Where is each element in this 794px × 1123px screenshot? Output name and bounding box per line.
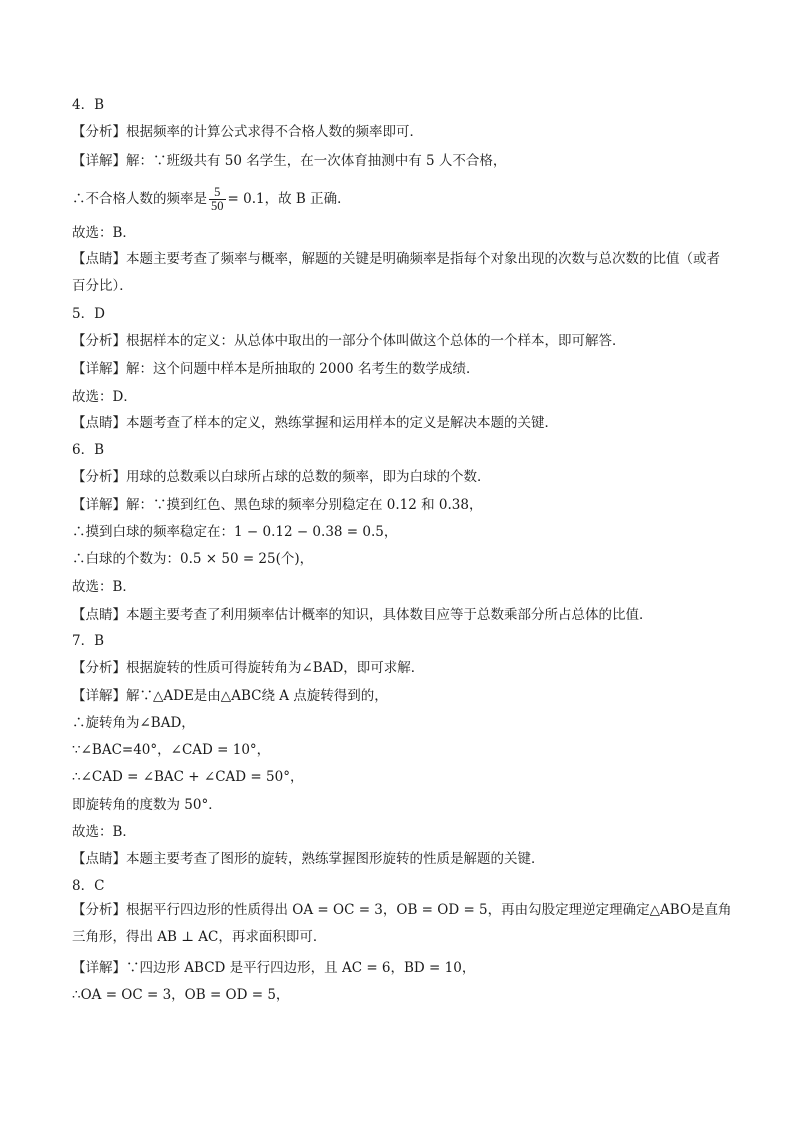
q6-detail: 【详解】解：∵摸到红色、黑色球的频率分别稳定在 0.12 和 0.38， <box>72 497 483 513</box>
q7-analysis: 【分析】根据旋转的性质可得旋转角为∠BAD，即可求解． <box>72 660 425 676</box>
q6-answer-header: 6．B <box>72 442 105 458</box>
q6-line3: ∴白球的个数为：0.5 × 50 = 25(个)， <box>72 551 314 567</box>
q4-frac-numerator: 5 <box>209 186 226 200</box>
q4-frequency-line <box>72 186 351 213</box>
q8-answer-header: 8．C <box>72 878 105 894</box>
q7-choose: 故选：B． <box>72 824 136 840</box>
q7-line5: 即旋转角的度数为 50°． <box>72 797 222 813</box>
q7-comment: 【点睛】本题主要考查了图形的旋转，熟练掌握图形旋转的性质是解题的关键． <box>72 851 545 867</box>
q4-analysis: 【分析】根据频率的计算公式求得不合格人数的频率即可． <box>72 124 423 140</box>
q4-answer-header: 4．B <box>72 97 105 113</box>
q8-line2: ∴OA = OC = 3，OB = OD = 5， <box>72 987 290 1003</box>
q4-frac-denominator: 50 <box>211 199 224 213</box>
q4-detail: 【详解】解：∵班级共有 50 名学生，在一次体育抽测中有 5 人不合格， <box>72 153 507 169</box>
q5-comment: 【点睛】本题考查了样本的定义，熟练掌握和运用样本的定义是解决本题的关键． <box>72 415 558 431</box>
q8-analysis: 【分析】根据平行四边形的性质得出 OA = OC = 3，OB = OD = 5，再由勾股定理逆定理确定△ABO是直角三角形，得出 AB ⊥ AC，再求面积即可． <box>72 902 732 945</box>
q8-detail: 【详解】∵四边形 ABCD 是平行四边形，且 AC = 6，BD = 10， <box>72 960 476 976</box>
q5-choose: 故选：D． <box>72 389 137 405</box>
q6-choose: 故选：B． <box>72 579 136 595</box>
q7-line2: ∴旋转角为∠BAD， <box>72 715 195 731</box>
q4-line-b: = 0.1，故 B 正确． <box>227 191 351 207</box>
q7-line3: ∵∠BAC=40°，∠CAD = 10°， <box>72 742 271 758</box>
q4-choose: 故选：B． <box>72 225 136 241</box>
q7-detail: 【详解】解∵△ADE是由△ABC绕 A 点旋转得到的， <box>72 688 388 704</box>
q5-analysis: 【分析】根据样本的定义：从总体中取出的一部分个体叫做这个总体的一个样本，即可解答． <box>72 333 626 349</box>
q7-line4: ∴∠CAD = ∠BAC + ∠CAD = 50°， <box>72 769 304 785</box>
q6-line2: ∴摸到白球的频率稳定在：1 − 0.12 − 0.38 = 0.5， <box>72 524 398 540</box>
q7-answer-header: 7．B <box>72 633 105 649</box>
q4-fraction <box>209 186 226 213</box>
q5-answer-header: 5．D <box>72 306 105 322</box>
q4-comment: 【点睛】本题主要考查了频率与概率，解题的关键是明确频率是指每个对象出现的次数与总次数的比值（或者百分比）． <box>72 251 720 294</box>
q5-detail: 【详解】解：这个问题中样本是所抽取的 2000 名考生的数学成绩． <box>72 361 480 377</box>
q6-comment: 【点睛】本题主要考查了利用频率估计概率的知识，具体数目应等于总数乘部分所占总体的比值． <box>72 607 653 623</box>
q4-line-a: ∴不合格人数的频率是 <box>72 191 207 207</box>
q6-analysis: 【分析】用球的总数乘以白球所占球的总数的频率，即为白球的个数． <box>72 469 491 485</box>
